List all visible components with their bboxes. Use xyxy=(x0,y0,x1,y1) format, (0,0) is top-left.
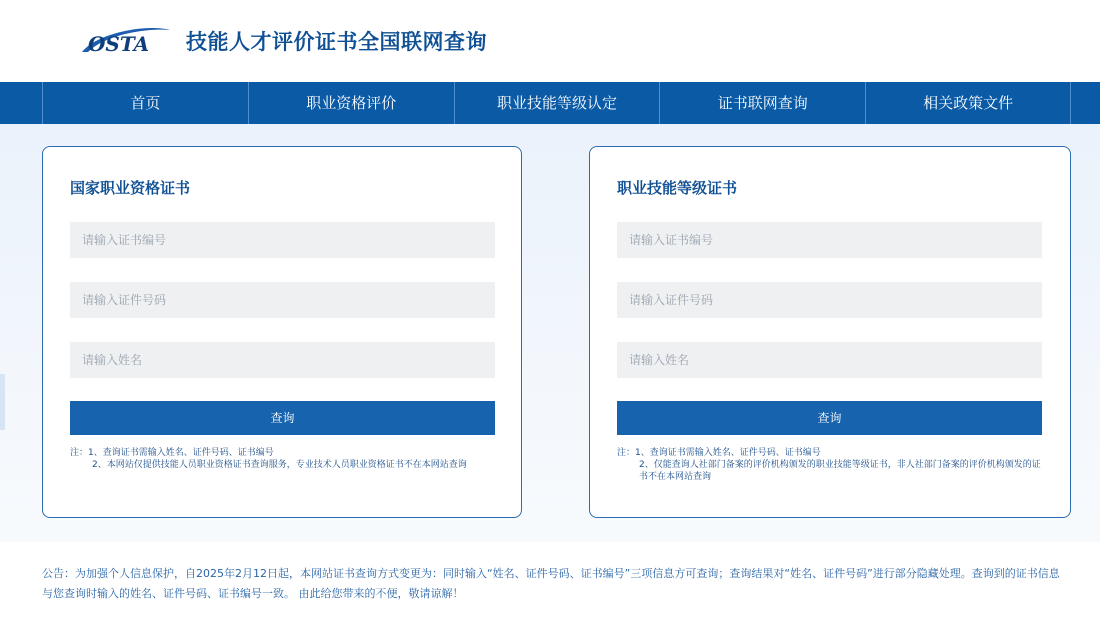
nav-item-qualification[interactable]: 职业资格评价 xyxy=(248,82,454,124)
nav-item-policy[interactable]: 相关政策文件 xyxy=(865,82,1071,124)
cert-number-input[interactable] xyxy=(617,222,1042,258)
site-title: 技能人才评价证书全国联网查询 xyxy=(186,30,487,54)
announcement: 公告：为加强个人信息保护，自2025年2月12日起，本网站证书查询方式变更为：同时输入“姓名、证件号码、证书编号”三项信息方可查询；查询结果对“姓名、证件号码”进行部分隐藏处理。查询到的证书信息与您查询时输入的姓名、证件号码、证书编号一致。 由此给您带来的不便，敬请谅解！ xyxy=(42,567,1060,600)
nav-item-cert-query[interactable]: 证书联网查询 xyxy=(659,82,865,124)
qualification-cert-card xyxy=(42,146,522,518)
cert-number-input[interactable] xyxy=(70,222,495,258)
notes xyxy=(617,447,1047,483)
note-1: 注：1、查询证书需输入姓名、证件号码、证书编号 xyxy=(70,448,274,458)
query-button[interactable]: 查询 xyxy=(70,401,495,435)
note-1: 注：1、查询证书需输入姓名、证件号码、证书编号 xyxy=(617,448,821,458)
query-area xyxy=(0,124,1100,542)
nav-item-skill-level[interactable]: 职业技能等级认定 xyxy=(454,82,660,124)
main-nav xyxy=(0,82,1100,124)
id-number-input[interactable] xyxy=(617,282,1042,318)
card-title: 国家职业资格证书 xyxy=(70,179,191,197)
notes xyxy=(70,447,500,471)
note-2: 2、仅能查询人社部门备案的评价机构颁发的职业技能等级证书，非人社部门备案的评价机构颁发的证书不在本网站查询 xyxy=(639,460,1041,482)
name-input[interactable] xyxy=(70,342,495,378)
svg-text:OSTA: OSTA xyxy=(88,32,150,56)
osta-logo[interactable] xyxy=(78,22,174,60)
nav-item-home[interactable]: 首页 xyxy=(42,82,248,124)
site-header xyxy=(0,0,1100,82)
skill-level-cert-card xyxy=(589,146,1071,518)
card-title: 职业技能等级证书 xyxy=(617,179,738,197)
note-2: 2、本网站仅提供技能人员职业资格证书查询服务，专业技术人员职业资格证书不在本网站查询 xyxy=(92,460,467,470)
id-number-input[interactable] xyxy=(70,282,495,318)
name-input[interactable] xyxy=(617,342,1042,378)
query-button[interactable]: 查询 xyxy=(617,401,1042,435)
side-tab[interactable] xyxy=(0,374,5,430)
